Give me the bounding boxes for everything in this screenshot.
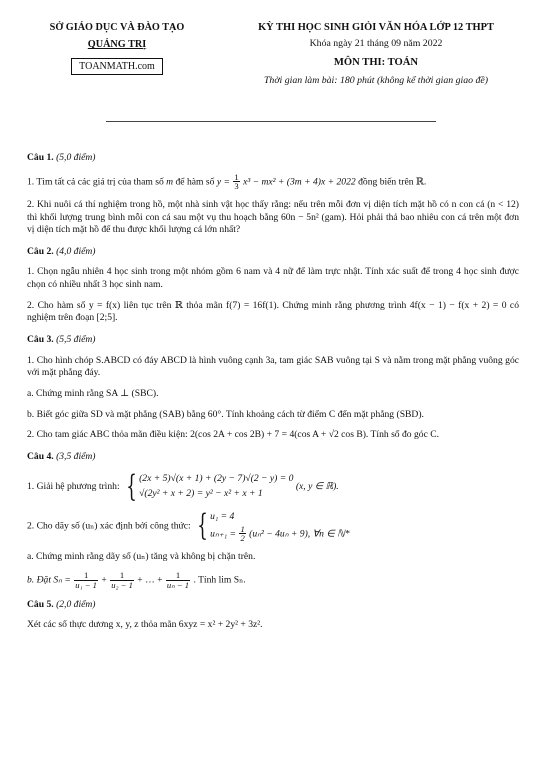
fraction [166, 571, 190, 589]
question-title: Câu 2. [27, 245, 54, 257]
question-points: (2,0 điểm) [56, 598, 96, 610]
question-4-part-2b: b. Đặt Sₙ = $\frac{1}{\text{u₁ − 1}}$ + $\frac{1}{\text{u₂ − 1}}$ + … + $\frac{1}{\text{uₙ − 1}}$ . Tính lim Sₙ. [27, 570, 246, 590]
numerator: 1 [166, 571, 190, 581]
question-2-heading [27, 246, 519, 259]
header-right [228, 21, 524, 88]
exam-subject: MÔN THI: TOÁN [333, 56, 419, 68]
system-lines [139, 472, 293, 502]
question-title: Câu 1. [27, 152, 54, 163]
question-2-part-1: 1. Chọn ngẫu nhiên 4 học sinh trong một nhóm gồm 6 nam và 4 nữ để làm trực nhật. Tính xác suất để trong 4 học sinh được chọn có nhiều nhất 3 học sinh nam. [27, 266, 519, 291]
text: đồng biến trên ℝ. [358, 175, 427, 187]
question-points: (5,0 điểm) [56, 152, 96, 163]
denominator: 2 [240, 533, 245, 544]
numerator: 1 [110, 571, 134, 581]
numerator: 1 [74, 571, 98, 581]
province-name: QUẢNG TRỊ [87, 39, 147, 51]
fraction [239, 525, 245, 543]
fraction [233, 173, 239, 191]
question-1-heading [27, 152, 519, 165]
question-3-part-2: 2. Cho tam giác ABC thỏa mãn điều kiện: 2(cos 2A + cos 2B) + 7 = 4(cos A + √2 cos B). Tính số đo góc C. [27, 429, 440, 441]
denominator: uₙ − 1 [166, 579, 190, 590]
equation-system [122, 468, 294, 504]
question-3-part-1b: b. Biết góc giữa SD và mặt phẳng (SAB) bằng 60°. Tính khoảng cách từ điểm C đến mặt phẳng (SBD). [27, 408, 424, 420]
text: 1. Tìm tất cả các giá trị của tham số [27, 175, 164, 187]
question-5-text: Xét các số thực dương x, y, z thỏa mãn 6xyz = x² + 2y² + 3z². [27, 619, 263, 631]
question-points: (5,5 điểm) [56, 334, 96, 346]
denominator: u₂ − 1 [111, 579, 133, 590]
exam-duration: Thời gian làm bài: 180 phút (không kể thời gian giao đề) [263, 74, 489, 86]
formula: b. Đặt Sₙ = [27, 574, 71, 586]
sequence-line: u₁ = 4 [210, 510, 235, 522]
formula: x³ − mx² + (3m + 4)x + 2022 [243, 175, 356, 187]
question-4-part-2a: a. Chứng minh rằng dãy số (uₙ) tăng và không bị chặn trên. [27, 550, 256, 562]
numerator: 1 [234, 171, 239, 182]
fraction [74, 571, 98, 589]
param-m: m [166, 175, 174, 187]
question-4-part-1 [27, 468, 519, 504]
exam-title: KỲ THI HỌC SINH GIỎI VĂN HÓA LỚP 12 THPT [258, 22, 494, 33]
text: để hàm số [175, 175, 215, 187]
formula: y = [216, 175, 230, 187]
domain-note: (x, y ∈ ℝ). [295, 480, 339, 492]
sequence-lines [210, 510, 349, 543]
question-4-heading [27, 451, 519, 464]
question-title: Câu 5. [27, 598, 54, 610]
header-left [28, 21, 206, 75]
exam-date: Khóa ngày 21 tháng 09 năm 2022 [309, 37, 443, 49]
question-2-part-2: 2. Cho hàm số y = f(x) liên tục trên ℝ thỏa mãn f(7) = 16f(1). Chứng minh rằng phương trình 4f(x − 1) − f(x + 2) = 0 có nghiệm trên đoạn [2;5]. [27, 299, 519, 324]
brace: { [126, 468, 137, 504]
question-4-part-2 [27, 510, 519, 543]
exam-body [27, 143, 519, 632]
question-1-part-2: 2. Khi nuôi cá thí nghiệm trong hồ, một nhà sinh vật học thấy rằng: nếu trên mỗi đơn vị diện tích mặt hồ có n con cá (n < 12) thì khối lượng trung bình mỗi con cá sau một vụ thu hoạch bằng 60n − 5n² (gam). Hỏi phải thả bao nhiêu con cá trên một đơn vị diện tích mặt hồ để thu được khối lượng cá lớn nhất? [27, 198, 519, 236]
denominator: 3 [234, 181, 239, 192]
sequence-line: uₙ₊₁ = [210, 527, 237, 539]
denominator: u₁ − 1 [75, 579, 97, 590]
question-5-heading [27, 599, 519, 612]
question-1-part-1 [27, 173, 519, 191]
numerator: 1 [240, 523, 245, 534]
fraction [110, 571, 134, 589]
header-divider [106, 121, 436, 122]
text: 1. Giải hệ phương trình: [27, 480, 120, 492]
question-title: Câu 3. [27, 334, 54, 346]
question-3-part-1: 1. Cho hình chóp S.ABCD có đáy ABCD là hình vuông cạnh 3a, tam giác SAB vuông tại S và nằm trong mặt phẳng vuông góc với mặt phẳng đáy. [27, 354, 519, 379]
text: . Tính lim Sₙ. [193, 574, 246, 586]
brand-box: TOANMATH.com [71, 58, 163, 75]
question-points: (4,0 điểm) [56, 245, 96, 257]
brace: { [197, 508, 208, 544]
question-points: (3,5 điểm) [56, 451, 96, 463]
ellipsis: + … + [137, 574, 163, 586]
org-name: SỞ GIÁO DỤC VÀ ĐÀO TẠO [49, 22, 185, 33]
sequence-definition [193, 510, 350, 543]
question-title: Câu 4. [27, 451, 54, 463]
sequence-line: (uₙ² − 4uₙ + 9), ∀n ∈ ℕ* [249, 527, 350, 539]
system-line: √(2y² + x + 2) = y² − x² + x + 1 [139, 487, 263, 499]
question-3-part-1a: a. Chứng minh rằng SA ⊥ (SBC). [27, 388, 159, 400]
question-3-heading [27, 334, 519, 347]
system-line: (2x + 5)√(x + 1) + (2y − 7)√(2 − y) = 0 [139, 472, 294, 484]
text: 2. Cho dãy số (uₙ) xác định bởi công thức: [27, 520, 191, 532]
